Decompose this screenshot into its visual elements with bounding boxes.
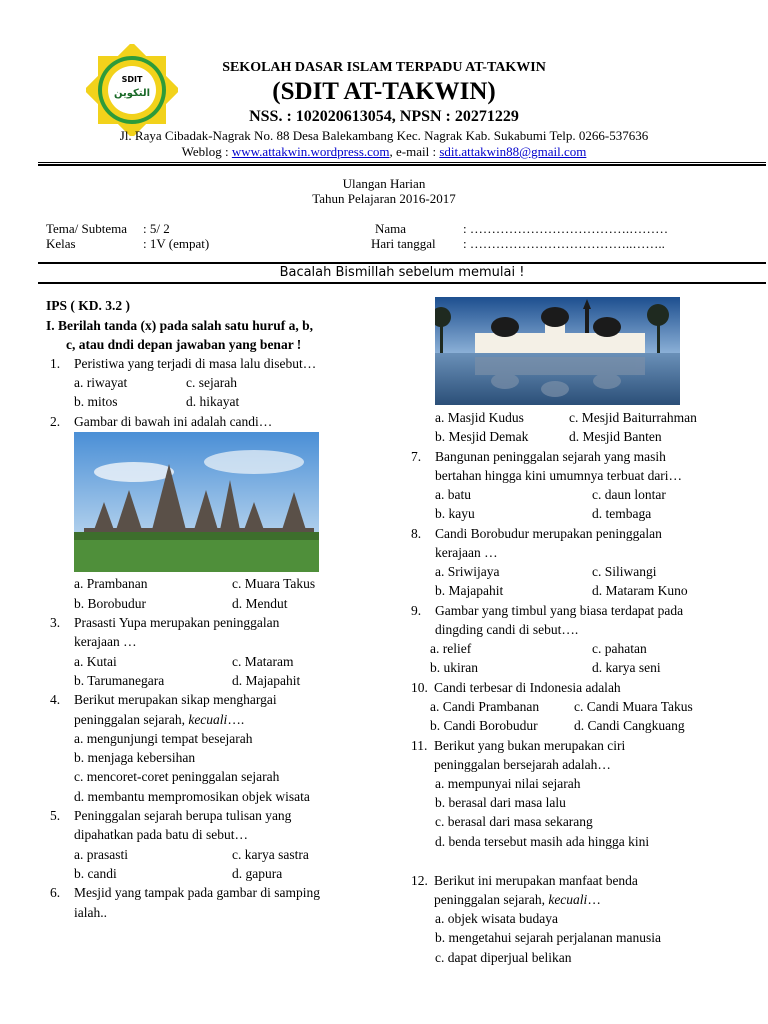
- q9-option-b[interactable]: b. ukiran: [430, 660, 478, 675]
- logo-arabic: التكوين: [113, 88, 151, 99]
- q1-option-d[interactable]: d. hikayat: [186, 394, 240, 409]
- q9-text-line-1: Gambar yang timbul yang biasa terdapat pada: [435, 603, 684, 618]
- school-address: Jl. Raya Cibadak-Nagrak No. 88 Desa Balekambang Kec. Nagrak Kab. Sukabumi Telp. 0266-537636: [119, 128, 649, 143]
- q12-text-ellipsis: …: [587, 892, 601, 907]
- q1-option-a[interactable]: a. riwayat: [74, 375, 128, 390]
- q10-number: 10.: [411, 680, 428, 695]
- q5-option-d[interactable]: d. gapura: [232, 866, 283, 881]
- q2-option-b[interactable]: b. Borobudur: [74, 596, 146, 611]
- q10-option-a[interactable]: a. Candi Prambanan: [430, 699, 540, 714]
- contact-line: [0, 144, 768, 160]
- q11-number: 11.: [411, 738, 428, 753]
- exam-title: Ulangan Harian: [342, 176, 426, 191]
- school-name: SEKOLAH DASAR ISLAM TERPADU AT-TAKWIN: [222, 60, 546, 75]
- q12-option-a[interactable]: a. objek wisata budaya: [435, 911, 558, 926]
- q10-text: Candi terbesar di Indonesia adalah: [434, 680, 621, 695]
- weblog-link[interactable]: www.attakwin.wordpress.com: [231, 144, 390, 159]
- nama-label: Nama: [375, 221, 407, 236]
- q6-option-b[interactable]: b. Mesjid Demak: [435, 429, 529, 444]
- q9-option-a[interactable]: a. relief: [430, 641, 472, 656]
- q11-text-line-1: Berikut yang bukan merupakan ciri: [434, 738, 626, 753]
- q11-option-c[interactable]: c. berasal dari masa sekarang: [435, 814, 593, 829]
- school-abbr: (SDIT AT-TAKWIN): [272, 78, 496, 105]
- q12-text-line-1: Berikut ini merupakan manfaat benda: [434, 873, 638, 888]
- q1-number: 1.: [50, 356, 61, 371]
- q8-text-line-1: Candi Borobudur merupakan peninggalan: [435, 526, 662, 541]
- q2-option-d[interactable]: d. Mendut: [232, 596, 288, 611]
- q5-option-b[interactable]: b. candi: [74, 866, 117, 881]
- logo-text: SDIT: [121, 75, 143, 84]
- q12-option-b[interactable]: b. mengetahui sejarah perjalanan manusia: [435, 930, 662, 945]
- q7-option-c[interactable]: c. daun lontar: [592, 487, 666, 502]
- q6-option-a[interactable]: a. Masjid Kudus: [435, 410, 524, 425]
- q10-option-b[interactable]: b. Candi Borobudur: [430, 718, 538, 733]
- q9-option-d[interactable]: d. karya seni: [592, 660, 661, 675]
- q5-option-a[interactable]: a. prasasti: [74, 847, 128, 862]
- q9-option-c[interactable]: c. pahatan: [592, 641, 647, 656]
- q6-number: 6.: [50, 885, 61, 900]
- prambanan-temple-image: [74, 432, 319, 572]
- q7-text-line-1: Bangunan peninggalan sejarah yang masih: [435, 449, 666, 464]
- section-title: IPS ( KD. 3.2 ): [46, 298, 130, 313]
- q10-option-c[interactable]: c. Candi Muara Takus: [574, 699, 693, 714]
- q4-text-plain: peninggalan sejarah,: [74, 712, 189, 727]
- exam-year: Tahun Pelajaran 2016-2017: [312, 191, 456, 206]
- email-label: , e-mail :: [389, 144, 440, 159]
- q4-text-line-2: [74, 710, 244, 729]
- q4-option-b[interactable]: b. menjaga kebersihan: [74, 750, 196, 765]
- q4-text-italic: kecuali: [188, 712, 228, 727]
- hari-value: : ………………………………..……..: [463, 236, 665, 251]
- tema-label: Tema/ Subtema: [46, 221, 128, 236]
- q3-text-line-2: kerajaan …: [74, 634, 137, 649]
- q12-option-c[interactable]: c. dapat diperjual belikan: [435, 950, 572, 965]
- q2-option-a[interactable]: a. Prambanan: [74, 576, 148, 591]
- q1-text: Peristiwa yang terjadi di masa lalu disebut…: [74, 356, 317, 371]
- q1-option-b[interactable]: b. mitos: [74, 394, 118, 409]
- instruction-line-2: c, atau dndi depan jawaban yang benar !: [66, 337, 302, 352]
- kelas-label: Kelas: [46, 236, 76, 251]
- q7-option-d[interactable]: d. tembaga: [592, 506, 652, 521]
- q8-option-a[interactable]: a. Sriwijaya: [435, 564, 500, 579]
- q3-text-line-1: Prasasti Yupa merupakan peninggalan: [74, 615, 280, 630]
- q11-option-d[interactable]: d. benda tersebut masih ada hingga kini: [435, 834, 650, 849]
- email-link[interactable]: sdit.attakwin88@gmail.com: [439, 144, 587, 159]
- q10-option-d[interactable]: d. Candi Cangkuang: [574, 718, 685, 733]
- q3-number: 3.: [50, 615, 61, 630]
- q8-number: 8.: [411, 526, 422, 541]
- q12-text-plain: peninggalan sejarah,: [434, 892, 549, 907]
- q9-text-line-2: dingding candi di sebut….: [435, 622, 579, 637]
- q4-option-a[interactable]: a. mengunjungi tempat besejarah: [74, 731, 253, 746]
- q12-text-italic: kecuali: [548, 892, 588, 907]
- q1-option-c[interactable]: c. sejarah: [186, 375, 237, 390]
- q12-text-line-2: [434, 890, 601, 909]
- q8-option-c[interactable]: c. Siliwangi: [592, 564, 657, 579]
- q9-number: 9.: [411, 603, 422, 618]
- q4-option-c[interactable]: c. mencoret-coret peninggalan sejarah: [74, 769, 280, 784]
- q4-text-line-1: Berikut merupakan sikap menghargai: [74, 692, 277, 707]
- header-divider-thick: [38, 164, 766, 166]
- q4-number: 4.: [50, 692, 61, 707]
- q4-text-ellipsis: ….: [227, 712, 245, 727]
- q2-number: 2.: [50, 414, 61, 429]
- baiturrahman-mosque-image: [435, 297, 680, 405]
- instruction-line-1: I. Berilah tanda (x) pada salah satu huruf a, b,: [46, 318, 314, 333]
- weblog-label: Weblog :: [181, 144, 232, 159]
- q6-text-line-1: Mesjid yang tampak pada gambar di samping: [74, 885, 320, 900]
- q5-option-c[interactable]: c. karya sastra: [232, 847, 309, 862]
- q3-option-c[interactable]: c. Mataram: [232, 654, 294, 669]
- q5-text-line-2: dipahatkan pada batu di sebut…: [74, 827, 248, 842]
- q11-option-b[interactable]: b. berasal dari masa lalu: [435, 795, 566, 810]
- header-divider-thin: [38, 162, 766, 163]
- q7-option-b[interactable]: b. kayu: [435, 506, 475, 521]
- q11-option-a[interactable]: a. mempunyai nilai sejarah: [435, 776, 581, 791]
- q12-number: 12.: [411, 873, 428, 888]
- bismillah-banner: Bacalah Bismillah sebelum memulai !: [38, 262, 766, 284]
- tema-value: : 5/ 2: [143, 221, 170, 236]
- q11-text-line-2: peninggalan bersejarah adalah…: [434, 757, 611, 772]
- q6-option-c[interactable]: c. Mesjid Baiturrahman: [569, 410, 697, 425]
- q5-text-line-1: Peninggalan sejarah berupa tulisan yang: [74, 808, 292, 823]
- q3-option-a[interactable]: a. Kutai: [74, 654, 117, 669]
- q8-text-line-2: kerajaan …: [435, 545, 498, 560]
- q3-option-d[interactable]: d. Majapahit: [232, 673, 301, 688]
- nama-value: : ……………………………….………: [463, 221, 669, 236]
- q6-text-line-2: ialah..: [74, 905, 107, 920]
- q5-number: 5.: [50, 808, 61, 823]
- q6-option-d[interactable]: d. Mesjid Banten: [569, 429, 662, 444]
- q2-text: Gambar di bawah ini adalah candi…: [74, 414, 273, 429]
- q8-option-b[interactable]: b. Majapahit: [435, 583, 504, 598]
- school-ids: NSS. : 102020613054, NPSN : 20271229: [249, 108, 519, 125]
- kelas-value: : 1V (empat): [143, 236, 210, 251]
- q8-option-d[interactable]: d. Mataram Kuno: [592, 583, 688, 598]
- q3-option-b[interactable]: b. Tarumanegara: [74, 673, 165, 688]
- q7-text-line-2: bertahan hingga kini umumnya terbuat dari…: [435, 468, 683, 483]
- q7-number: 7.: [411, 449, 422, 464]
- q7-option-a[interactable]: a. batu: [435, 487, 471, 502]
- q4-option-d[interactable]: d. membantu mempromosikan objek wisata: [74, 789, 310, 804]
- hari-label: Hari tanggal: [371, 236, 436, 251]
- q2-option-c[interactable]: c. Muara Takus: [232, 576, 316, 591]
